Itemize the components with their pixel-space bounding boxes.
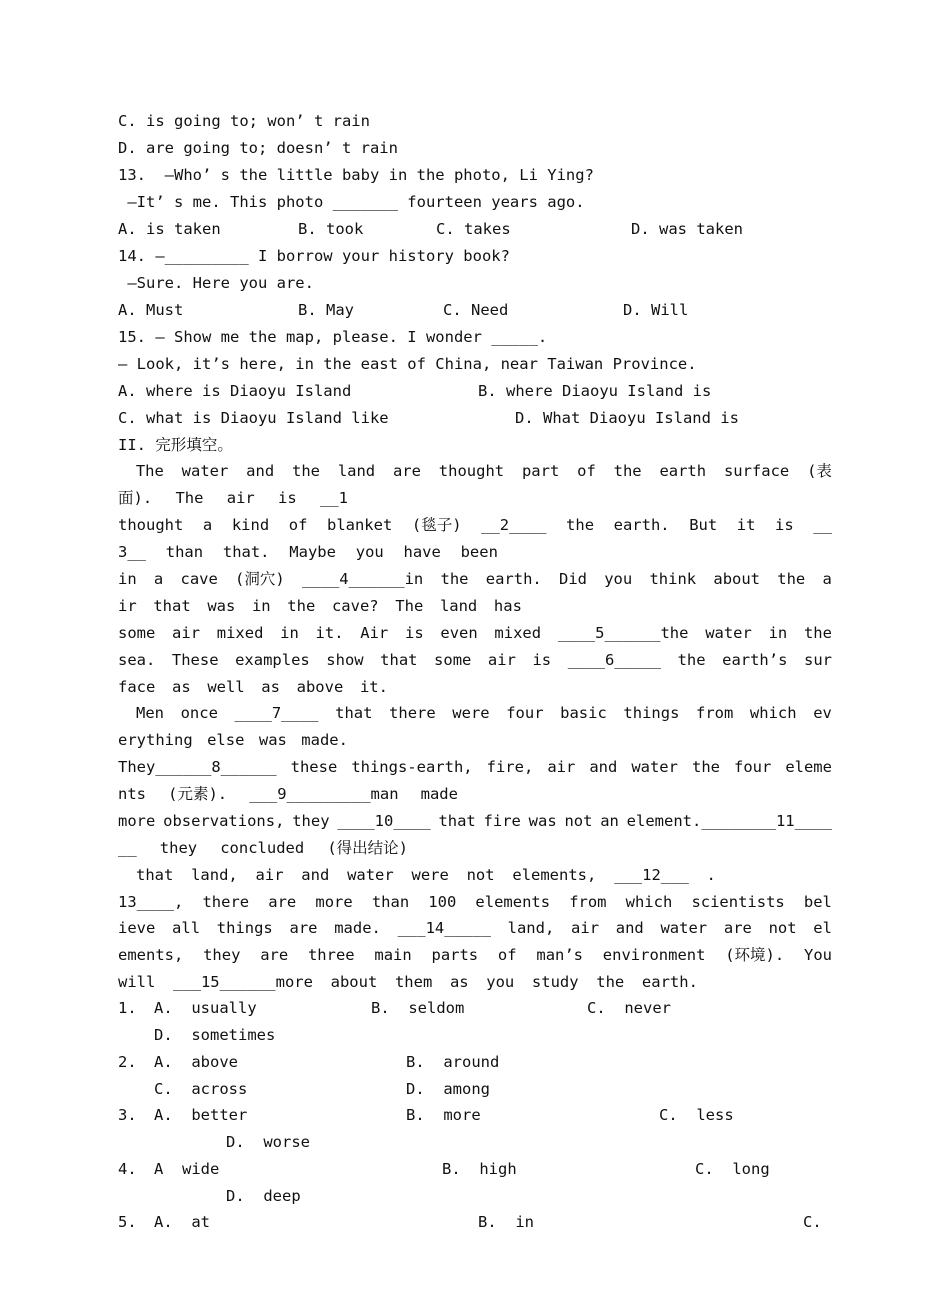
option-b: B. in [478,1213,534,1231]
passage-line [118,918,832,938]
passage-line [118,838,408,858]
passage-word: well [207,678,245,696]
passage-word: that [438,812,476,830]
passage-word: in [118,570,137,588]
passage-word: (元素). [168,785,228,803]
passage-word: fire [483,812,521,830]
passage-line [136,865,716,885]
passage-word: it [736,516,756,534]
passage-word: ___12___ [614,866,689,884]
passage-line [118,623,832,643]
passage-word: of [497,946,517,964]
passage-word: The [395,597,424,615]
passage-word: above [296,678,344,696]
passage-word: are [392,462,421,480]
passage-word: is [532,651,552,669]
passage-word: than [371,893,410,911]
option-number: 2. [118,1053,137,1071]
passage-word: are [723,919,752,937]
passage-word: land, [507,919,555,937]
passage-word: they [159,839,198,857]
question-13: 13. —Who’ s the little baby in the photo, Li Ying? [118,166,594,184]
q14-option-d: D. Will [623,301,689,319]
passage-word: mixed [216,624,264,642]
q15-option-a: A. where is Diaoyu Island [118,382,352,400]
option-c: C. across [154,1080,248,1098]
passage-word: things-earth, [351,758,473,776]
passage-word: about [330,973,378,991]
passage-word: and [589,758,618,776]
passage-word: earth. [485,570,542,588]
passage-word: is [404,624,424,642]
passage-word: examples [235,651,310,669]
passage-word: kind [231,516,270,534]
passage-word: ____7____ [234,704,319,722]
passage-word: __2____ [481,516,547,534]
passage-word: (毯子) [411,516,462,534]
option-b: B. seldom [371,999,465,1017]
passage-line [118,892,832,912]
passage-word: 面). [118,489,153,507]
q14-option-b: B. May [298,301,354,319]
passage-word: not [768,919,797,937]
passage-word: were [411,866,449,884]
passage-word: el [813,919,832,937]
question-14-reply: —Sure. Here you are. [118,274,314,292]
passage-word: environment [602,946,706,964]
passage-word: (洞穴) [235,570,285,588]
passage-word: think [649,570,697,588]
passage-line [118,972,698,992]
passage-word: that. [222,543,270,561]
passage-word: ir [118,597,137,615]
passage-line [118,650,832,670]
passage-word: __ [813,516,832,534]
option-c: C. less [659,1106,734,1124]
passage-word: water [705,624,752,642]
passage-word: been [460,543,498,561]
option-line: C. is going to; won’ t rain [118,112,370,130]
passage-word: more [118,812,156,830]
passage-word: which [625,893,673,911]
option-c: C. never [587,999,671,1017]
option-c: C. long [695,1160,770,1178]
passage-word: air [547,758,576,776]
passage-word: you [604,570,633,588]
passage-word: ____6_____ [567,651,662,669]
passage-word: ____10____ [337,812,431,830]
passage-word: parts [431,946,479,964]
passage-word: 13____, [118,893,184,911]
passage-word: Air [360,624,389,642]
passage-line [118,730,348,750]
passage-word: not [564,812,593,830]
passage-word: these [290,758,338,776]
passage-word: there [202,893,250,911]
passage-word: that [380,651,418,669]
passage-word: as [171,678,191,696]
passage-word: a [153,570,164,588]
passage-word: erything [118,731,193,749]
passage-word: You [803,946,832,964]
passage-word: water [660,919,708,937]
passage-word: from [696,704,734,722]
passage-word: the [291,462,320,480]
passage-word: things [216,919,273,937]
passage-word: have [403,543,441,561]
passage-word: the [566,516,595,534]
option-b: B. around [406,1053,500,1071]
passage-word: are [268,893,297,911]
passage-word: ___14_____ [397,919,491,937]
passage-word: it. [315,624,344,642]
passage-word: them [394,973,433,991]
passage-word: sea. [118,651,156,669]
passage-line [118,542,498,562]
passage-word: is [775,516,794,534]
passage-word: earth. [641,973,698,991]
passage-line [118,757,832,777]
passage-word: ev [813,704,832,722]
q15-option-d: D. What Diaoyu Island is [515,409,739,427]
passage-word: air [172,624,201,642]
passage-word: made. [334,919,381,937]
passage-word: show [326,651,364,669]
option-number: 1. [118,999,137,1017]
passage-word: has [493,597,522,615]
passage-word: an [600,812,619,830]
passage-word: But [689,516,718,534]
passage-word: ____5______the [557,624,689,642]
passage-word: things [623,704,680,722]
passage-word: air [571,919,600,937]
passage-word: ___9_________man [249,785,399,803]
option-c: C. [803,1213,822,1231]
passage-word: in [280,624,299,642]
passage-word: all [172,919,201,937]
passage-word: that [153,597,191,615]
option-a: A. at [154,1213,210,1231]
passage-word: made. [301,731,348,749]
passage-line [118,596,522,616]
passage-word: . [706,866,716,884]
passage-word: that [335,704,373,722]
passage-word: the [777,570,806,588]
passage-word: ___15______more [172,973,313,991]
option-d: D. deep [226,1187,301,1205]
passage-line [118,945,832,965]
passage-word: concluded [220,839,305,857]
passage-word: were [452,704,490,722]
option-d: D. worse [226,1133,310,1151]
passage-word: water [347,866,394,884]
option-d: D. among [406,1080,490,1098]
option-number: 5. [118,1213,137,1231]
passage-line [136,703,832,723]
passage-word: the [440,570,469,588]
passage-word: else [207,731,245,749]
passage-word: bel [803,893,832,911]
passage-word: even [440,624,478,642]
passage-word: was [258,731,287,749]
option-d: D. sometimes [154,1026,276,1044]
passage-word: earth. [613,516,670,534]
passage-word: earth’s [722,651,788,669]
passage-word: four [733,758,772,776]
passage-word: it. [359,678,388,696]
option-a: A. usually [154,999,257,1017]
passage-word: will [118,973,156,991]
passage-word: that [136,866,174,884]
passage-word: thought [438,462,505,480]
passage-word: 100 [428,893,457,911]
option-b: B. more [406,1106,481,1124]
passage-word: ____4______in [301,570,424,588]
passage-word: the [287,597,316,615]
passage-word: cave [180,570,218,588]
passage-line [118,677,388,697]
passage-word: as [449,973,469,991]
passage-word: part [521,462,560,480]
passage-word: some [434,651,472,669]
passage-word: ements, [118,946,184,964]
passage-line [118,488,348,508]
passage-word: sur [803,651,832,669]
passage-word: three [307,946,355,964]
passage-word: elements, [512,866,597,884]
option-a: A. better [154,1106,248,1124]
passage-word: about [713,570,761,588]
passage-word: air [487,651,516,669]
question-15-reply: — Look, it’s here, in the east of China, near Taiwan Province. [118,355,697,373]
passage-word: in [251,597,271,615]
passage-word: The [135,462,164,480]
passage-word: observations, [163,812,285,830]
passage-word: a [822,570,832,588]
passage-word: the [596,973,625,991]
passage-word: study [531,973,579,991]
question-14: 14. —_________ I borrow your history book? [118,247,510,265]
passage-word: __ [118,839,137,857]
passage-word: fire, [486,758,534,776]
passage-word: (表 [807,462,832,480]
passage-word: once [180,704,218,722]
question-13-reply: —It’ s me. This photo _______ fourteen years ago. [118,193,585,211]
passage-word: eleme [785,758,832,776]
passage-word: These [171,651,219,669]
passage-word: a [202,516,213,534]
passage-word: scientists [691,893,785,911]
passage-word: some [118,624,156,642]
q13-option-c: C. takes [436,220,511,238]
passage-word: which [749,704,797,722]
passage-word: mixed [494,624,542,642]
passage-word: earth [659,462,707,480]
passage-word: 3__ [118,543,146,561]
passage-word: element.________11____ [626,812,832,830]
passage-word: land, [191,866,238,884]
passage-word: is [278,489,297,507]
passage-word: Did [558,570,587,588]
passage-word: and [615,919,644,937]
option-number: 3. [118,1106,137,1124]
passage-word: was [528,812,557,830]
passage-word: from [569,893,607,911]
q13-option-a: A. is taken [118,220,221,238]
passage-word: (得出结论) [327,839,408,857]
passage-word: not [466,866,495,884]
passage-word: of [577,462,596,480]
passage-word: the [803,624,832,642]
passage-word: Men [136,704,164,722]
passage-word: basic [560,704,607,722]
passage-word: the [677,651,706,669]
option-a: A wide [154,1160,220,1178]
q14-option-a: A. Must [118,301,184,319]
passage-word: are [289,919,318,937]
passage-word: nts [118,785,146,803]
passage-word: there [389,704,436,722]
passage-line [118,811,832,831]
q14-option-c: C. Need [443,301,509,319]
passage-word: and [246,462,275,480]
passage-word: cave? [331,597,379,615]
passage-word: the [613,462,642,480]
passage-word: and [301,866,330,884]
passage-word: of [288,516,308,534]
passage-word: land [337,462,376,480]
passage-word: ieve [118,919,156,937]
passage-word: made [420,785,458,803]
option-b: B. high [442,1160,517,1178]
option-number: 4. [118,1160,137,1178]
q13-option-d: D. was taken [631,220,743,238]
question-15: 15. — Show me the map, please. I wonder _____. [118,328,548,346]
passage-word: surface [723,462,790,480]
q15-option-c: C. what is Diaoyu Island like [118,409,389,427]
passage-word: Maybe [289,543,336,561]
passage-word: blanket [326,516,393,534]
passage-word: They______8______ [118,758,277,776]
passage-word: was [207,597,236,615]
q13-option-b: B. took [298,220,364,238]
passage-word: you [486,973,515,991]
q15-option-b: B. where Diaoyu Island is [478,382,712,400]
passage-word: than [165,543,204,561]
passage-word: you [355,543,384,561]
passage-word: land [439,597,478,615]
passage-word: air [255,866,284,884]
passage-word: water [631,758,678,776]
passage-word: The [175,489,204,507]
option-a: A. above [154,1053,238,1071]
passage-word: (环境). [725,946,785,964]
passage-word: more [315,893,353,911]
passage-line [118,569,832,589]
passage-word: they [203,946,241,964]
passage-word: __1 [319,489,348,507]
passage-word: main [374,946,412,964]
passage-line [118,461,832,481]
passage-line [118,784,458,804]
passage-word: man’s [536,946,584,964]
passage-word: face [118,678,156,696]
passage-word: four [506,704,544,722]
passage-line [118,515,832,535]
option-line: D. are going to; doesn’ t rain [118,139,398,157]
passage-word: they [292,812,330,830]
passage-word: as [261,678,280,696]
passage-word: elements [475,893,551,911]
passage-word: water [181,462,229,480]
passage-word: in [768,624,788,642]
passage-word: air [226,489,255,507]
passage-word: are [260,946,289,964]
section-heading: II. 完形填空。 [118,436,233,454]
passage-word: thought [118,516,184,534]
passage-word: the [691,758,720,776]
